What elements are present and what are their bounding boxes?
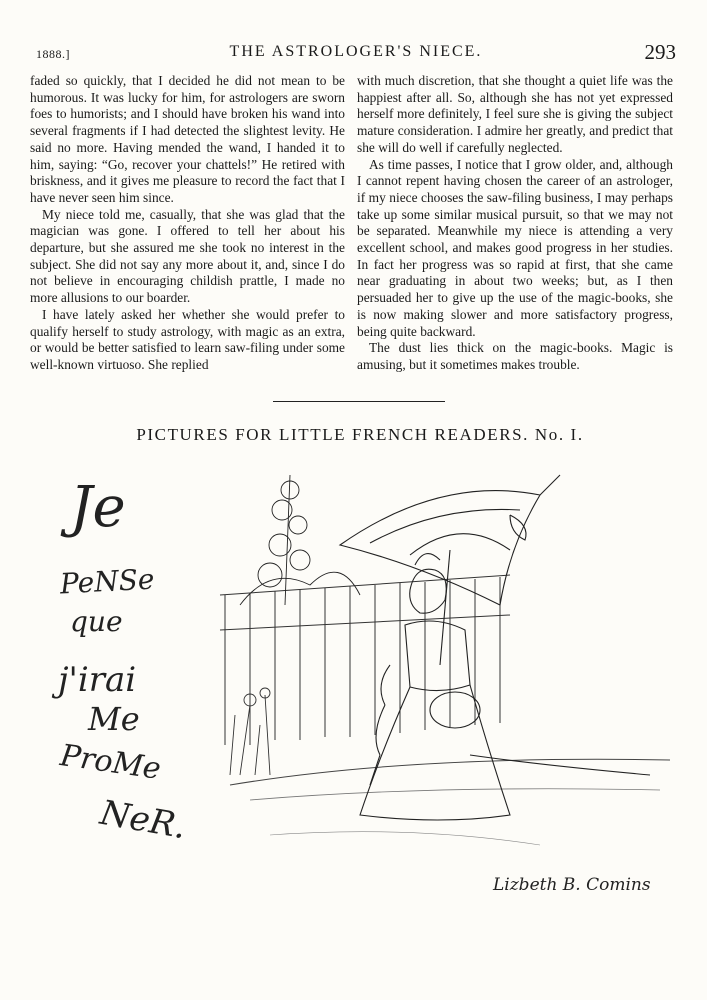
hand-letter-line: j'irai [58, 660, 137, 700]
girl-with-parasol-drawing [210, 455, 680, 895]
header-year: 1888.] [36, 47, 70, 61]
paragraph: faded so quickly, that I decided he did not mean to be humorous. It was lucky for him, for astrologers are sworn foes to humorists; and I should have broken his wand into several fragments if I had detected the slightest levity. He said no more. Having mended the wand, I handed it to him, saying: “Go, recover your chattels!” He retired with briskness, and it gives me pleasure to record the fact that I have never seen him since. [30, 73, 345, 205]
girl-figure [360, 554, 650, 820]
running-header [36, 40, 676, 64]
paragraph: I have lately asked her whether she would prefer to qualify herself to study astrology, with magic as an extra, or would be better satisfied to learn saw-filing under some well-known virtuoso. She replied [30, 306, 345, 372]
picket-fence [220, 575, 510, 745]
illustration [40, 455, 690, 925]
left-text-column [30, 73, 345, 374]
paragraph: As time passes, I notice that I grow older, and, although I cannot repent having chosen the career of an astrologer, if my niece chooses the saw-filing business, I may perhaps take up some similar musical pursuit, so that we may not be separated. Meanwhile my niece is attending a very excellent school, and makes good progress in her studies. In fact her progress was so rapid at first, that she came near graduating in about two weeks; but, as I then persuaded her to give up the use of the magic-books, she is now making slower and more satisfactory progress, being quite backward. [357, 156, 673, 339]
hand-letter-line: que [70, 605, 123, 638]
section-title: PICTURES FOR LITTLE FRENCH READERS. No. I. [136, 425, 584, 444]
hand-letter-line: PeNSe [59, 562, 156, 601]
hollyhock-plant [240, 475, 360, 605]
right-text-column [357, 73, 673, 374]
section-divider [273, 401, 445, 402]
hand-letter-line: Me [88, 700, 140, 738]
artist-signature: Lizbeth B. Comins [493, 875, 651, 895]
hand-letter-line: Je [70, 475, 126, 540]
paragraph: with much discretion, that she thought a quiet life was the happiest after all. So, although she has not yet expressed herself more definitely, I feel sure she is giving the subject mature consideration. I admire her greatly, and predict that she will do well if carefully neglected. [357, 73, 673, 155]
hand-letter-line: ProMe [58, 738, 164, 787]
hand-letter-line: NeR. [97, 792, 190, 848]
paragraph: The dust lies thick on the magic-books. Magic is amusing, but it sometimes makes trouble. [357, 340, 673, 372]
page-number: 293 [644, 40, 676, 64]
header-title: THE ASTROLOGER'S NIECE. [229, 43, 483, 60]
paragraph: My niece told me, casually, that she was glad that the magician was gone. I offered to tell her about his departure, but she assured me she took no interest in the subject. She did not say any more about it, and, since I do not believe in encouraging childish prattle, I made no more allusions to our boarder. [30, 206, 345, 306]
